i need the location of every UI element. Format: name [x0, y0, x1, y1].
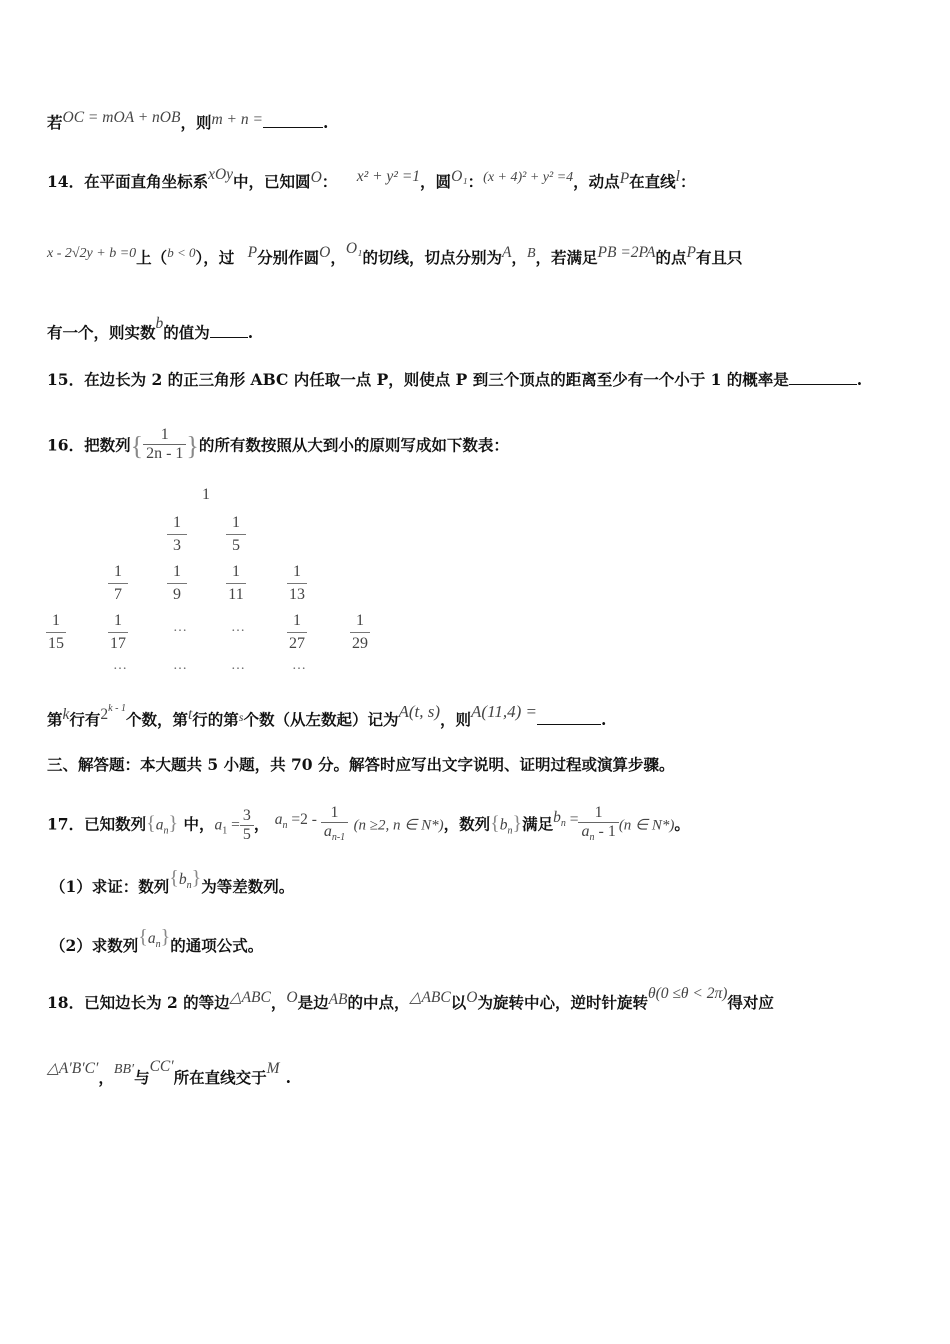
answer-blank[interactable] [789, 370, 857, 385]
q17-part1: （1）求证：数列$\{b_n\}$为等差数列。 [50, 867, 295, 896]
q17-part2: （2）求数列$\{a_n\}$的通项公式。 [50, 926, 264, 955]
q13-tail: 若OC = mOA + nOB，则m + n = . [47, 109, 329, 132]
q14-line2: x - 2√2y + b =0上（$^{b < 0}$），过 P分别作圆O，O₁的切线，切点分别为A，B，若满足PB =2PA的点P有且只 [47, 240, 743, 267]
q17-line1: 17．已知数列$\{a_n\}$ 中，$a_1$ = $\frac{3}{5}$ ， $a_n =2$ - $\frac{1}{a_{n-1}}$ (n ≥2, n ∈ N*)，数列$\{b_n\}$满足$b_n$ = $\frac{1}{a_n - 1}$ (n ∈ N*)。 [47, 804, 690, 847]
answer-blank[interactable] [210, 323, 248, 338]
section-heading: 三、解答题：本大题共 5 小题，共 70 分。解答时应写出文字说明、证明过程或演算步骤。 [47, 755, 675, 774]
q18-line1: 18．已知边长为 2 的等边△ABC，O是边AB的中点，△ABC以O为旋转中心，逆时针旋转θ(0 ≤θ < 2π)得对应 [47, 985, 774, 1012]
answer-blank[interactable] [263, 113, 323, 128]
q16-question: 第k行有2$^{k - 1}$个数，第t行的第$^s$个数（从左数起）记为A(t, s)，则A(11,4) = . [47, 702, 607, 730]
answer-blank[interactable] [537, 710, 601, 725]
q18-line2: △A′B′C′，BB′与CC′所在直线交于M . [47, 1058, 291, 1087]
q14-line1: 14．在平面直角坐标系xOy中，已知圆O： x² + y² =1，圆O₁：(x + 4)² + y² =4，动点P在直线l： [47, 166, 696, 191]
q15: 15．在边长为 2 的正三角形 ABC 内任取一点 P，则使点 P 到三个顶点的距离至少有一个小于 1 的概率是 . [47, 370, 863, 389]
q16-intro: 16．把数列{ $\frac{1}{2n - 1}$ }的所有数按照从大到小的原则写成如下数表： [47, 426, 509, 462]
q14-line3: 有一个，则实数b的值为 . [47, 315, 254, 342]
